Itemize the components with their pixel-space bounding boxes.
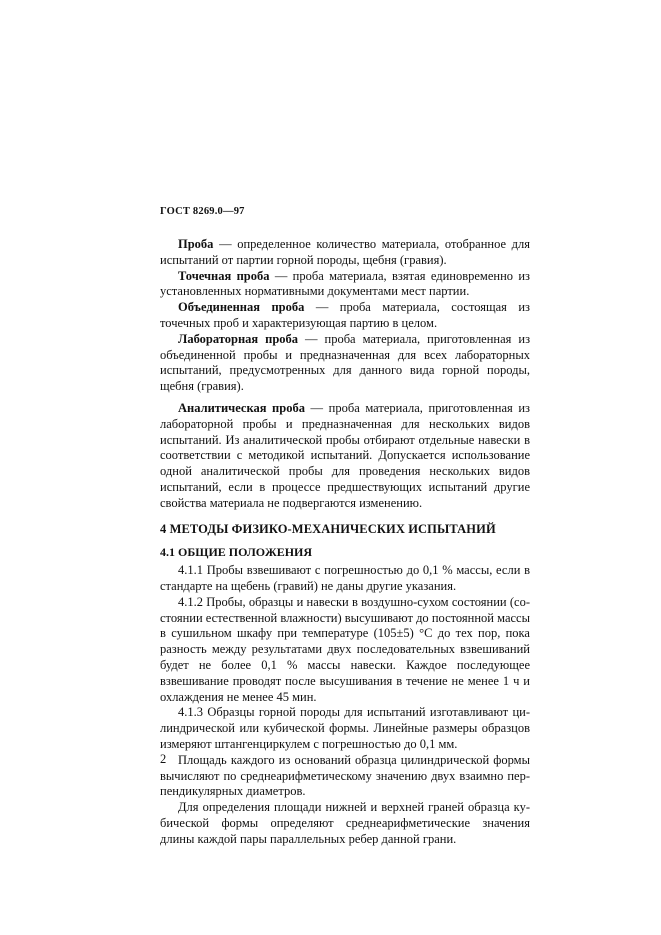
definition-text: — определенное количество материала, отобранное для испытаний от партии горной породы, щебня (гравия). [160,237,530,267]
definition-term: Аналитическая проба [178,400,305,415]
clause-paragraph: 4.1.3 Образцы горной породы для испытаний изготавливают цилиндрической или кубической формы. Линейные размеры образцов измеряют штангенциркулем с погрешностью до 0,1 мм. [160,705,530,751]
definition-paragraph [160,237,530,269]
clause-paragraph: 4.1.2 Пробы, образцы и навески в воздушно-сухом состоянии (состоянии естественной влажности) высушивают до постоянной массы в сушильном шкафу при температуре (105±5) °С до тех пор, пока разность между результатами двух последовательных взвешиваний будет не более 0,1 % массы навески. Каждое последующее взвешивание проводят после высушивания в течение не менее 1 ч и охлаждения не менее 45 мин. [160,594,530,704]
clause-paragraph: Площадь каждого из оснований образца цилиндрической формы вычисляют по среднеарифметическому значению двух взаимно перпендикулярных диаметров. [160,752,530,799]
definition-paragraph [160,332,530,395]
clause-paragraph: Для определения площади нижней и верхней граней образца кубической формы определяют среднеарифметические значения длины каждой пары параллельных ребер данной грани. [160,800,530,846]
definition-term: Точечная проба [178,268,270,283]
definition-text: — проба материала, взятая единовременно из установленных нормативными документами мест партии. [160,268,530,299]
definition-paragraph [160,269,530,301]
definition-term: Проба [178,237,214,251]
document-body [160,237,530,847]
document-code: ГОСТ 8269.0—97 [160,206,245,217]
definition-paragraph [160,401,530,512]
definition-text: — проба материала, приготовленная из объединенной пробы и предназначенная для всех лабораторных испытаний, предусмотренных для данного вида горной породы, щебня (гравия). [160,331,531,394]
subsection-heading: 4.1 ОБЩИЕ ПОЛОЖЕНИЯ [160,545,313,560]
definition-text: — проба материала, приготовленная из лабораторной пробы и предназначенная для нескольких видов испытаний. Из аналитической пробы отбирают отдельные навески в соответствии с методикой испытаний. Допускается использование одной аналитической пробы для проведения нескольких видов испытаний, если в процессе предшествующих испытаний другие свойства материала не подвергаются изменению. [160,400,530,510]
definition-term: Лабораторная проба [178,331,299,346]
definition-text: — проба материала, состоящая из точечных проб и характеризующая партию в целом. [160,300,530,330]
definition-paragraph [160,300,530,332]
page-number: 2 [160,752,167,766]
clause-paragraph: 4.1.1 Пробы взвешивают с погрешностью до 0,1 % массы, если в стандарте на щебень (гравий) не даны другие указания. [160,563,530,593]
definition-term: Объединенная проба [178,300,305,315]
section-heading: 4 МЕТОДЫ ФИЗИКО-МЕХАНИЧЕСКИХ ИСПЫТАНИЙ [160,521,496,536]
